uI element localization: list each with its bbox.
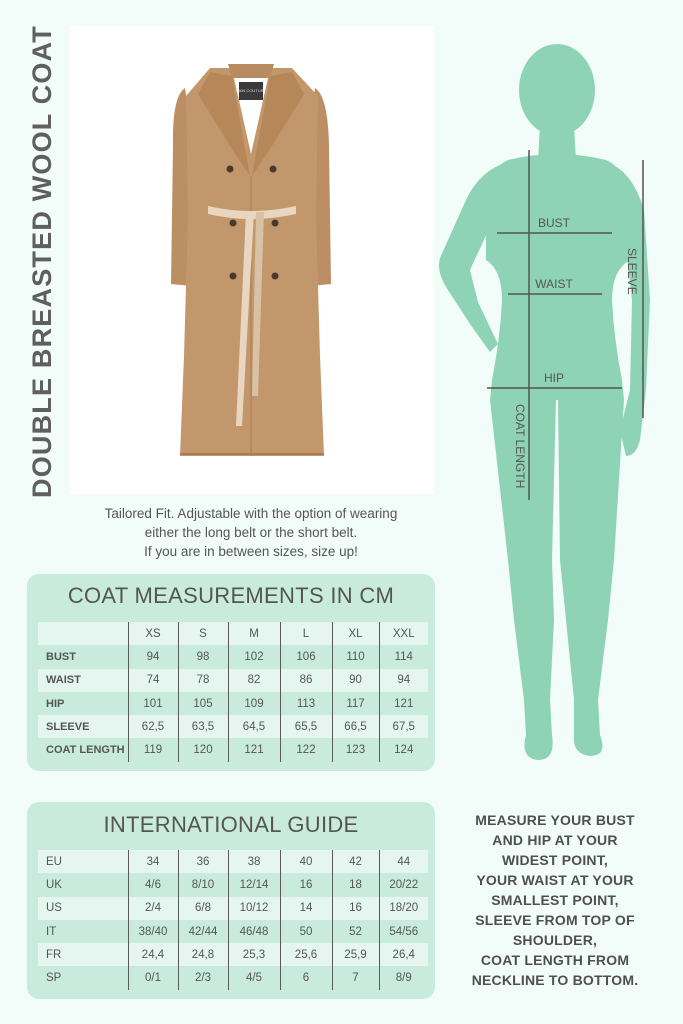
table-cell: 18/20 <box>379 897 428 920</box>
table-row <box>38 897 428 920</box>
table-cell: 4/5 <box>228 966 280 989</box>
row-label: BUST <box>38 645 128 668</box>
table-cell: 82 <box>228 669 280 692</box>
table-cell: 40 <box>280 850 332 873</box>
table-cell: 52 <box>332 920 379 943</box>
table-cell: 78 <box>178 669 228 692</box>
product-image <box>70 26 434 494</box>
header-cell: XS <box>128 622 178 645</box>
table-cell: 63,5 <box>178 715 228 738</box>
table-row <box>38 738 428 761</box>
table-row <box>38 943 428 966</box>
header-cell: XXL <box>379 622 428 645</box>
table-cell: 24,8 <box>178 943 228 966</box>
instruction-line: SLEEVE FROM TOP OF <box>475 912 635 928</box>
table-cell: 123 <box>332 738 379 761</box>
coat-measurements-panel <box>27 574 435 771</box>
table-cell: 6/8 <box>178 897 228 920</box>
table-cell: 121 <box>228 738 280 761</box>
table-row <box>38 873 428 896</box>
table-cell: 0/1 <box>128 966 178 989</box>
header-cell: L <box>280 622 332 645</box>
table-cell: 121 <box>379 692 428 715</box>
body-silhouette <box>430 30 683 770</box>
instruction-line: NECKLINE TO BOTTOM. <box>471 972 639 988</box>
table-cell: 20/22 <box>379 873 428 896</box>
table-cell: 36 <box>178 850 228 873</box>
coat-measurements-title: COAT MEASUREMENTS IN CM <box>67 583 395 608</box>
description-line: Tailored Fit. Adjustable with the option of wearing <box>104 506 398 521</box>
sleeve-label: SLEEVE <box>625 248 639 295</box>
header-cell: S <box>178 622 228 645</box>
table-cell: 50 <box>280 920 332 943</box>
table-cell: 8/10 <box>178 873 228 896</box>
row-label: EU <box>38 850 128 873</box>
table-cell: 74 <box>128 669 178 692</box>
measuring-instructions <box>448 810 662 990</box>
table-row <box>38 920 428 943</box>
instruction-line: SHOULDER, <box>512 932 598 948</box>
table-cell: 102 <box>228 645 280 668</box>
table-row <box>38 645 428 668</box>
table-cell: 7 <box>332 966 379 989</box>
description-line: If you are in between sizes, size up! <box>144 544 358 559</box>
table-cell: 4/6 <box>128 873 178 896</box>
table-cell: 64,5 <box>228 715 280 738</box>
instruction-line: SMALLEST POINT, <box>491 892 619 908</box>
table-cell: 34 <box>128 850 178 873</box>
table-cell: 16 <box>280 873 332 896</box>
table-cell: 122 <box>280 738 332 761</box>
table-cell: 109 <box>228 692 280 715</box>
table-cell: 14 <box>280 897 332 920</box>
table-cell: 101 <box>128 692 178 715</box>
table-cell: 42/44 <box>178 920 228 943</box>
table-cell: 66,5 <box>332 715 379 738</box>
row-label: IT <box>38 920 128 943</box>
table-cell: 26,4 <box>379 943 428 966</box>
header-cell <box>38 622 128 645</box>
row-label: COAT LENGTH <box>38 738 128 761</box>
table-cell: 54/56 <box>379 920 428 943</box>
table-cell: 24,4 <box>128 943 178 966</box>
table-row <box>38 850 428 873</box>
table-cell: 117 <box>332 692 379 715</box>
row-label: UK <box>38 873 128 896</box>
table-cell: 113 <box>280 692 332 715</box>
row-label: HIP <box>38 692 128 715</box>
table-cell: 18 <box>332 873 379 896</box>
product-title-vertical <box>14 24 70 498</box>
table-row <box>38 966 428 989</box>
row-label: US <box>38 897 128 920</box>
hip-label: HIP <box>543 371 565 385</box>
table-cell: 90 <box>332 669 379 692</box>
bust-label: BUST <box>537 216 571 230</box>
row-label: SP <box>38 966 128 989</box>
table-cell: 65,5 <box>280 715 332 738</box>
table-cell: 44 <box>379 850 428 873</box>
table-cell: 12/14 <box>228 873 280 896</box>
row-label: FR <box>38 943 128 966</box>
table-cell: 6 <box>280 966 332 989</box>
table-cell: 38/40 <box>128 920 178 943</box>
product-title: DOUBLE BREASTED WOOL COAT <box>26 24 57 498</box>
instruction-line: YOUR WAIST AT YOUR <box>476 872 634 888</box>
table-cell: 105 <box>178 692 228 715</box>
table-cell: 110 <box>332 645 379 668</box>
silhouette-shape <box>439 44 650 760</box>
table-cell: 25,6 <box>280 943 332 966</box>
header-cell: M <box>228 622 280 645</box>
table-cell: 2/4 <box>128 897 178 920</box>
table-cell: 62,5 <box>128 715 178 738</box>
table-cell: 25,3 <box>228 943 280 966</box>
table-cell: 42 <box>332 850 379 873</box>
table-cell: 46/48 <box>228 920 280 943</box>
table-cell: 120 <box>178 738 228 761</box>
table-cell: 67,5 <box>379 715 428 738</box>
table-cell: 94 <box>379 669 428 692</box>
description-line: either the long belt or the short belt. <box>144 525 358 540</box>
instruction-line: COAT LENGTH FROM <box>480 952 630 968</box>
table-cell: 94 <box>128 645 178 668</box>
instruction-line: WIDEST POINT, <box>501 852 609 868</box>
international-guide-panel <box>27 802 435 999</box>
table-cell: 119 <box>128 738 178 761</box>
international-guide-table <box>38 850 428 990</box>
table-row <box>38 669 428 692</box>
table-cell: 98 <box>178 645 228 668</box>
table-cell: 16 <box>332 897 379 920</box>
table-row <box>38 692 428 715</box>
instruction-line: MEASURE YOUR BUST <box>475 812 635 828</box>
table-cell: 86 <box>280 669 332 692</box>
table-cell: 106 <box>280 645 332 668</box>
table-row <box>38 715 428 738</box>
table-cell: 124 <box>379 738 428 761</box>
coat-illustration <box>70 26 434 494</box>
table-cell: 38 <box>228 850 280 873</box>
brand-label: RAIN COUTURE <box>235 88 267 93</box>
body-measurement-diagram <box>430 30 683 770</box>
table-cell: 114 <box>379 645 428 668</box>
table-cell: 2/3 <box>178 966 228 989</box>
row-label: WAIST <box>38 669 128 692</box>
coat-measurements-table <box>38 622 428 762</box>
international-guide-title: INTERNATIONAL GUIDE <box>103 812 359 837</box>
table-header-row <box>38 622 428 645</box>
row-label: SLEEVE <box>38 715 128 738</box>
table-cell: 10/12 <box>228 897 280 920</box>
waist-label: WAIST <box>535 277 573 291</box>
header-cell: XL <box>332 622 379 645</box>
coat-length-label: COAT LENGTH <box>513 404 527 489</box>
instruction-line: AND HIP AT YOUR <box>492 832 618 848</box>
fit-description <box>60 504 442 561</box>
table-cell: 25,9 <box>332 943 379 966</box>
table-cell: 8/9 <box>379 966 428 989</box>
